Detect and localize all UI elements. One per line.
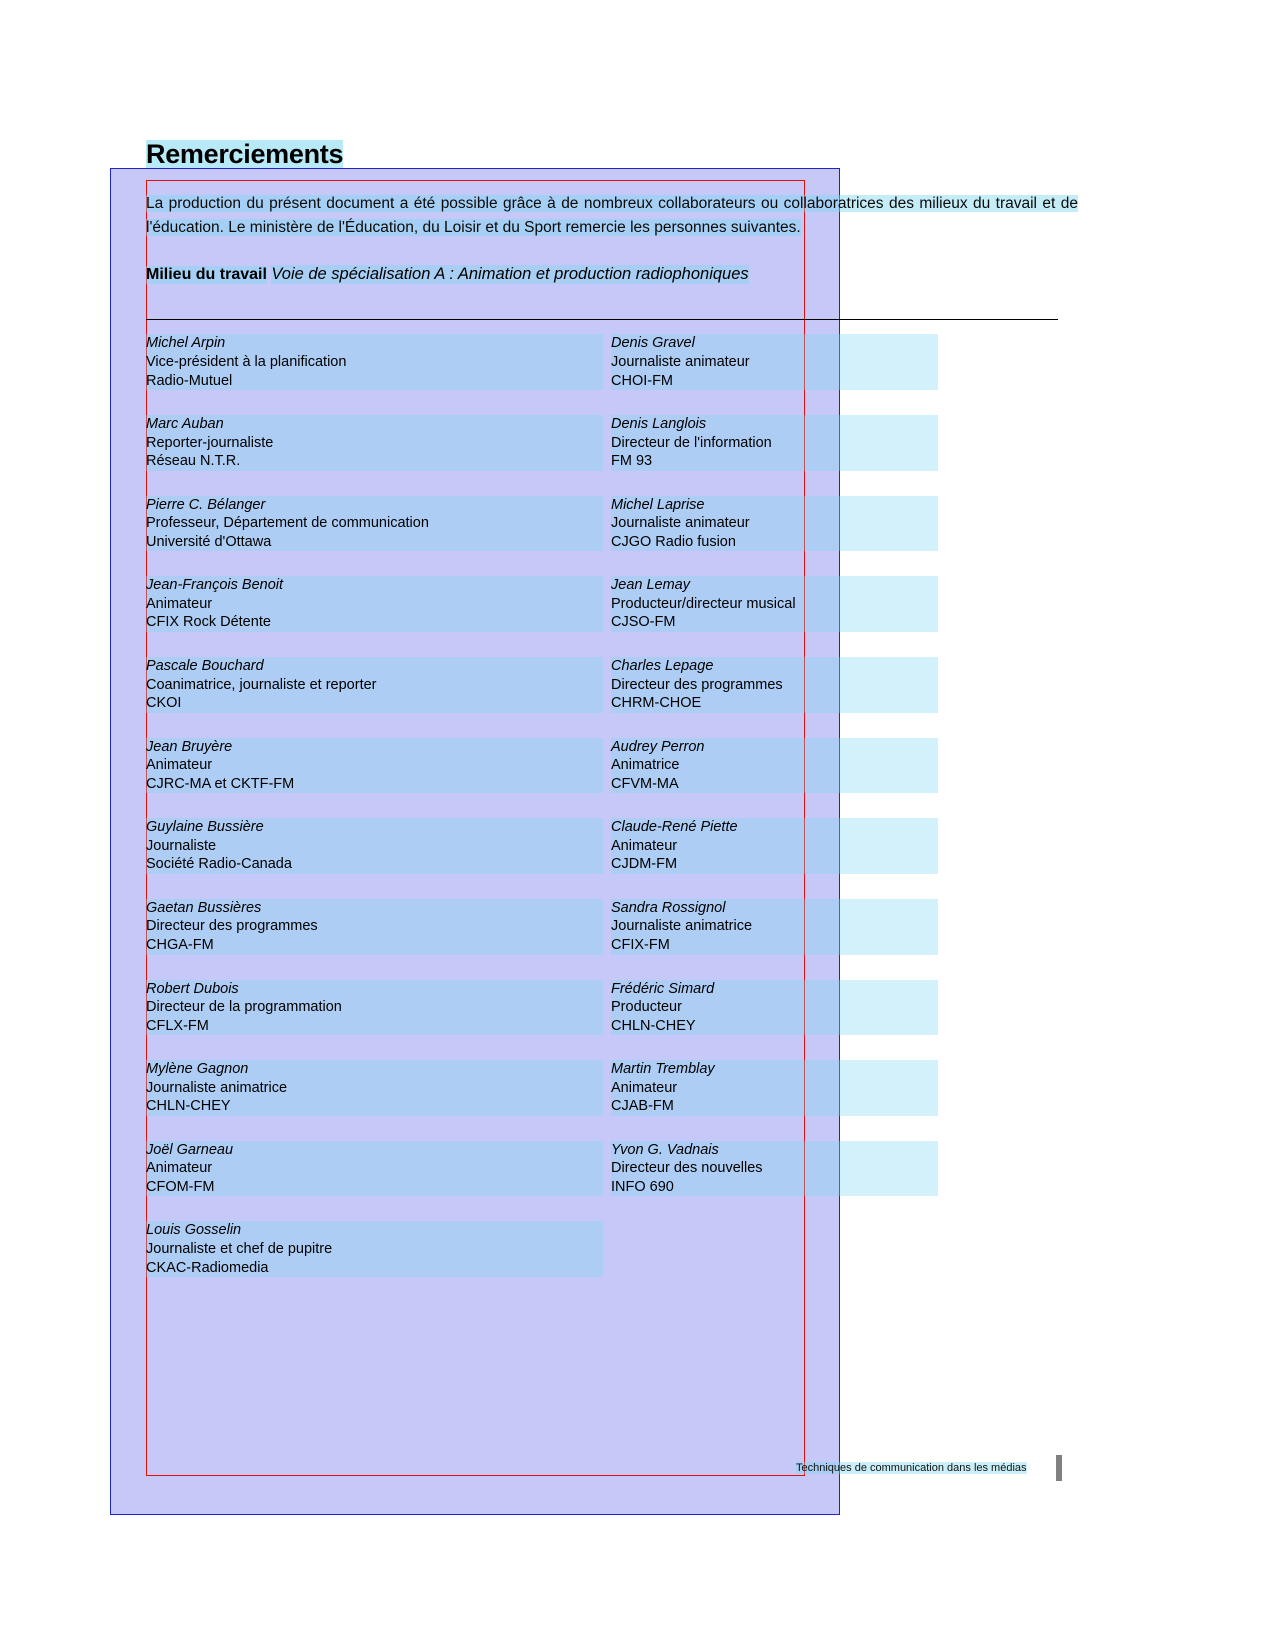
contributor-entry	[146, 1141, 611, 1197]
contributor-role: Journaliste animateur	[611, 514, 938, 533]
contributor-entry	[611, 576, 946, 632]
contributor-name: Yvon G. Vadnais	[611, 1141, 938, 1160]
contributor-entry	[146, 899, 611, 955]
contributor-role: Journaliste	[146, 837, 603, 856]
contributor-name: Sandra Rossignol	[611, 899, 938, 918]
contributor-name: Mylène Gagnon	[146, 1060, 603, 1079]
contributor-name: Pierre C. Bélanger	[146, 496, 603, 515]
contributor-role: Journaliste et chef de pupitre	[146, 1240, 603, 1259]
contributor-role: Professeur, Département de communication	[146, 514, 603, 533]
contributor-entry	[611, 738, 946, 794]
contributor-org: Société Radio-Canada	[146, 855, 603, 874]
contributor-name: Charles Lepage	[611, 657, 938, 676]
page-number-placeholder	[1056, 1455, 1062, 1481]
contributor-name: Michel Laprise	[611, 496, 938, 515]
contributor-entry	[146, 1221, 611, 1277]
contributor-role: Directeur de la programmation	[146, 998, 603, 1017]
contributor-role: Directeur de l'information	[611, 434, 938, 453]
subsection-heading-voie-a: Voie de spécialisation A : Animation et production radiophoniques	[271, 265, 749, 284]
contributor-name: Marc Auban	[146, 415, 603, 434]
document-content	[146, 140, 1081, 1302]
contributor-entry	[611, 980, 946, 1036]
contributor-entry	[146, 657, 611, 713]
contributor-org: CJGO Radio fusion	[611, 533, 938, 552]
contributor-org: CFIX Rock Détente	[146, 613, 603, 632]
contributor-name: Jean Bruyère	[146, 738, 603, 757]
contributor-row	[146, 1141, 946, 1197]
intro-text: La production du présent document a été possible grâce à de nombreux collaborateurs ou collaboratrices des milieux du travail et de l'éducation. Le ministère de l'Éducation, du Loisir et du Sport remercie les personnes suivantes.	[146, 195, 1078, 236]
contributor-org: FM 93	[611, 452, 938, 471]
contributor-name: Jean-François Benoit	[146, 576, 603, 595]
contributor-row	[146, 1060, 946, 1116]
contributor-role: Animateur	[146, 1159, 603, 1178]
section-heading-milieu-du-travail: Milieu du travail	[146, 266, 267, 284]
contributor-entry	[611, 1060, 946, 1116]
contributor-org: CHRM-CHOE	[611, 694, 938, 713]
contributor-entry	[146, 334, 611, 390]
contributor-org: CHLN-CHEY	[611, 1017, 938, 1036]
contributor-row	[146, 1221, 946, 1277]
contributor-name: Denis Langlois	[611, 415, 938, 434]
contributor-entry	[611, 657, 946, 713]
contributor-org: CHOI-FM	[611, 372, 938, 391]
contributor-name: Louis Gosselin	[146, 1221, 603, 1240]
contributor-name: Denis Gravel	[611, 334, 938, 353]
footer-text: Techniques de communication dans les médias	[796, 1462, 1027, 1474]
contributor-entry	[146, 576, 611, 632]
contributor-org: CJRC-MA et CKTF-FM	[146, 775, 603, 794]
contributor-role: Animateur	[146, 595, 603, 614]
page-title: Remerciements	[146, 139, 344, 169]
contributor-org: CJAB-FM	[611, 1097, 938, 1116]
contributor-entry	[146, 1060, 611, 1116]
contributor-role: Directeur des programmes	[611, 676, 938, 695]
contributor-org: INFO 690	[611, 1178, 938, 1197]
contributor-entry	[611, 1221, 946, 1277]
contributor-name: Pascale Bouchard	[146, 657, 603, 676]
contributor-entry	[146, 818, 611, 874]
contributor-name: Gaetan Bussières	[146, 899, 603, 918]
contributor-org: Radio-Mutuel	[146, 372, 603, 391]
contributor-org: CFIX-FM	[611, 936, 938, 955]
contributor-row	[146, 738, 946, 794]
contributor-entry	[146, 496, 611, 552]
contributor-role: Animateur	[611, 837, 938, 856]
contributor-row	[146, 334, 946, 390]
contributor-entry	[146, 738, 611, 794]
contributor-org: CFOM-FM	[146, 1178, 603, 1197]
contributor-name: Martin Tremblay	[611, 1060, 938, 1079]
contributor-entry	[611, 334, 946, 390]
contributor-row	[146, 415, 946, 471]
contributor-row	[146, 576, 946, 632]
contributor-org: Réseau N.T.R.	[146, 452, 603, 471]
contributor-role: Directeur des nouvelles	[611, 1159, 938, 1178]
contributor-entry	[146, 415, 611, 471]
contributor-name: Robert Dubois	[146, 980, 603, 999]
contributor-name: Audrey Perron	[611, 738, 938, 757]
contributor-org: CJDM-FM	[611, 855, 938, 874]
contributor-entry	[611, 496, 946, 552]
contributor-org: CKAC-Radiomedia	[146, 1259, 603, 1278]
contributor-role: Reporter-journaliste	[146, 434, 603, 453]
contributors-grid	[146, 334, 946, 1277]
contributor-org: CFLX-FM	[146, 1017, 603, 1036]
contributor-org: CKOI	[146, 694, 603, 713]
contributor-name: Claude-René Piette	[611, 818, 938, 837]
contributor-entry	[146, 980, 611, 1036]
contributor-org: CJSO-FM	[611, 613, 938, 632]
contributor-org: CHLN-CHEY	[146, 1097, 603, 1116]
contributor-entry	[611, 415, 946, 471]
intro-paragraph	[146, 192, 1078, 239]
contributor-role: Journaliste animatrice	[146, 1079, 603, 1098]
contributor-role: Journaliste animatrice	[611, 917, 938, 936]
contributor-row	[146, 657, 946, 713]
contributor-role: Directeur des programmes	[146, 917, 603, 936]
contributor-entry	[611, 818, 946, 874]
contributor-row	[146, 980, 946, 1036]
contributor-row	[146, 899, 946, 955]
contributor-role: Animateur	[146, 756, 603, 775]
contributor-role: Animatrice	[611, 756, 938, 775]
contributor-org: CHGA-FM	[146, 936, 603, 955]
contributor-row	[146, 818, 946, 874]
contributor-role: Coanimatrice, journaliste et reporter	[146, 676, 603, 695]
contributor-role: Animateur	[611, 1079, 938, 1098]
contributor-name: Jean Lemay	[611, 576, 938, 595]
contributor-org: CFVM-MA	[611, 775, 938, 794]
contributor-role: Producteur/directeur musical	[611, 595, 938, 614]
contributor-name: Frédéric Simard	[611, 980, 938, 999]
contributor-role: Vice-président à la planification	[146, 353, 603, 372]
contributor-name: Guylaine Bussière	[146, 818, 603, 837]
contributor-entry	[611, 899, 946, 955]
contributor-role: Producteur	[611, 998, 938, 1017]
contributor-role: Journaliste animateur	[611, 353, 938, 372]
contributor-org: Université d'Ottawa	[146, 533, 603, 552]
contributor-name: Joël Garneau	[146, 1141, 603, 1160]
contributor-row	[146, 496, 946, 552]
contributor-name: Michel Arpin	[146, 334, 603, 353]
contributor-entry	[611, 1141, 946, 1197]
